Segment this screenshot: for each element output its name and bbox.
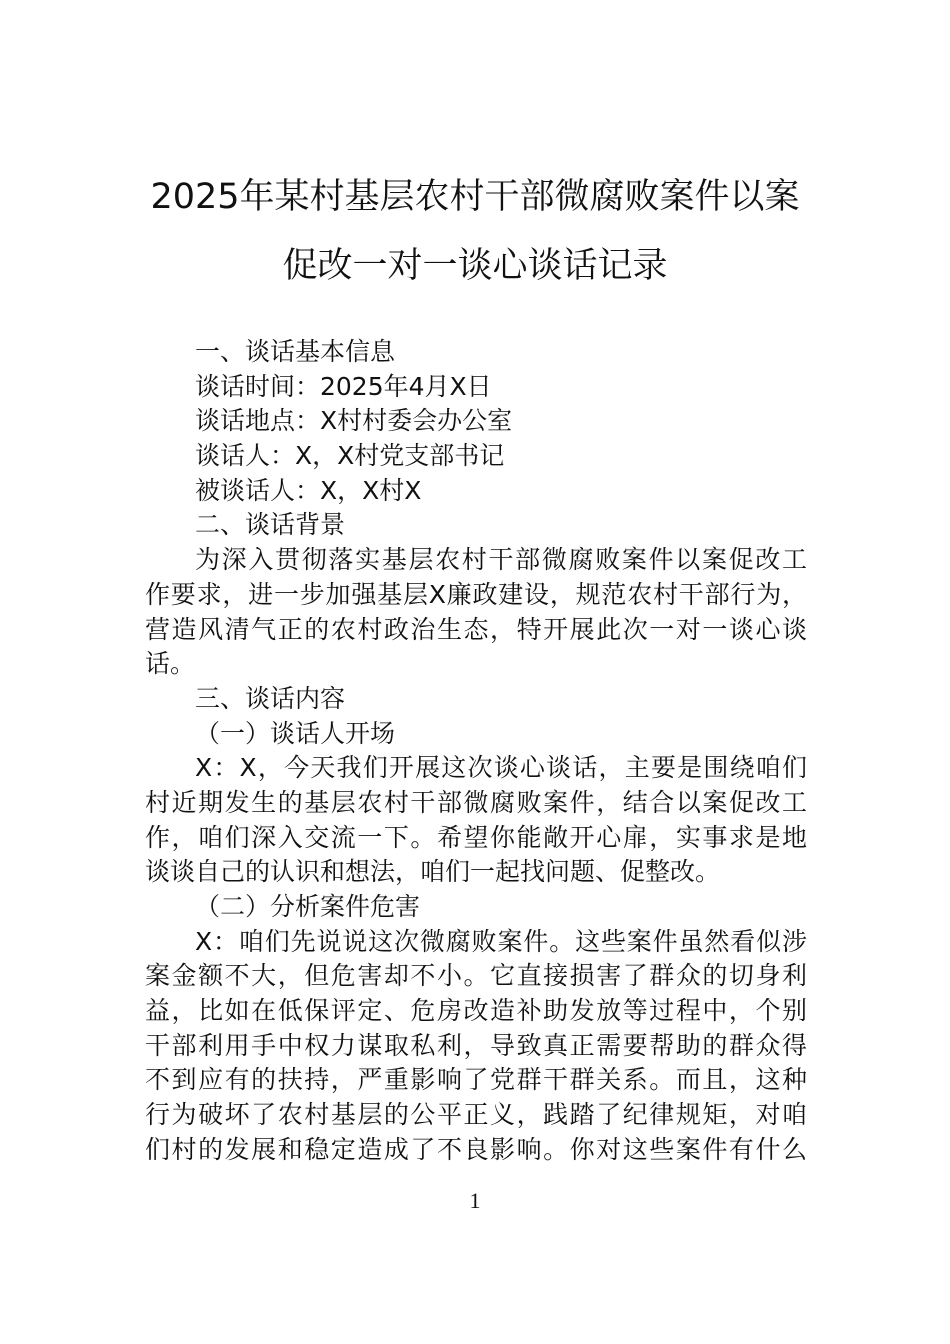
text-line: 案金额不大，但危害却不小。它直接损害了群众的切身利 [145, 961, 807, 991]
text-line: 二、谈话背景 [195, 510, 346, 540]
text-line: 作，咱们深入交流一下。希望你能敞开心扉，实事求是地 [145, 822, 807, 852]
text-line: 行为破坏了农村基层的公平正义，践踏了纪律规矩，对咱 [145, 1100, 807, 1130]
document-body [145, 335, 807, 1168]
document-title-line-1: 2025年某村基层农村干部微腐败案件以案 [150, 177, 800, 217]
text-line: （一）谈话人开场 [195, 718, 396, 748]
document-title-line-2: 促改一对一谈心谈话记录 [282, 246, 668, 286]
text-line: 们村的发展和稳定造成了不良影响。你对这些案件有什么 [145, 1134, 807, 1164]
page-number: 1 [469, 1188, 481, 1213]
text-line: 不到应有的扶持，严重影响了党群干群关系。而且，这种 [145, 1065, 807, 1095]
text-line: 一、谈话基本信息 [195, 337, 396, 366]
text-line: （二）分析案件危害 [195, 892, 421, 921]
text-line: 营造风清气正的农村政治生态，特开展此次一对一谈心谈 [145, 614, 807, 644]
text-line: 作要求，进一步加强基层X廉政建设，规范农村干部行为， [145, 579, 807, 609]
text-line: 话。 [145, 649, 196, 679]
text-line: X：X，今天我们开展这次谈心谈话，主要是围绕咱们 [195, 753, 807, 783]
text-line: 谈谈自己的认识和想法，咱们一起找问题、促整改。 [145, 857, 721, 887]
text-line: 谈话人：X，X村党支部书记 [195, 441, 505, 471]
text-line: 为深入贯彻落实基层农村干部微腐败案件以案促改工 [195, 545, 807, 575]
text-line: 被谈话人：X，X村X [195, 475, 422, 505]
text-line: 村近期发生的基层农村干部微腐败案件，结合以案促改工 [145, 787, 807, 817]
text-line: 谈话地点：X村村委会办公室 [195, 406, 513, 436]
text-line: 益，比如在低保评定、危房改造补助发放等过程中，个别 [145, 996, 807, 1026]
text-line: X：咱们先说说这次微腐败案件。这些案件虽然看似涉 [195, 926, 807, 956]
text-line: 三、谈话内容 [195, 683, 346, 713]
text-line: 干部利用手中权力谋取私利，导致真正需要帮助的群众得 [145, 1030, 807, 1060]
text-line: 谈话时间：2025年4月X日 [195, 371, 492, 401]
